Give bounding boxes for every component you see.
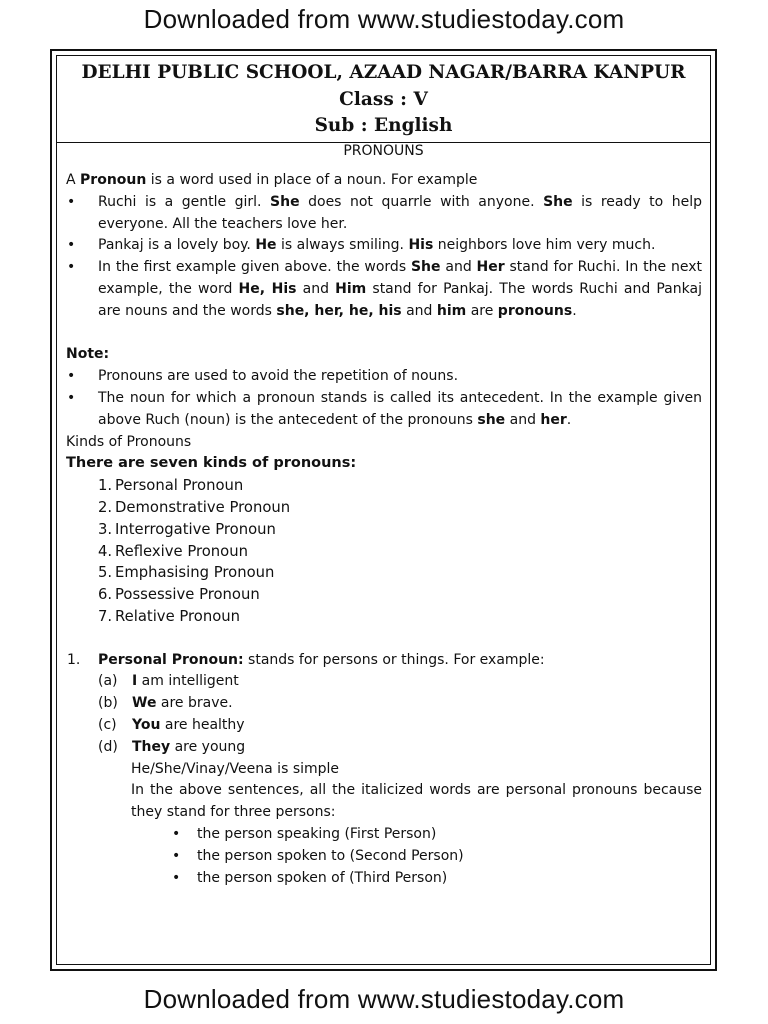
list-item: • In the first example given above. the words She and Her stand for Ruchi. In the next example, the word He, His and Him stand for Pankaj. The words Ruchi and Pankaj are nouns and the words she, her, he, his and him are pronouns.: [66, 257, 702, 322]
list-item: • The noun for which a pronoun stands is called its antecedent. In the example given above Ruch (noun) is the antecedent of the pronouns she and her.: [66, 388, 702, 432]
explanation-paragraph: In the above sentences, all the italicized words are personal pronouns because they stand for three persons:: [131, 782, 702, 821]
list-item: • the person speaking (First Person): [66, 824, 702, 846]
list-item: 1. Personal Pronoun: [98, 477, 244, 495]
document-body: [66, 170, 702, 889]
class-label: Class : V: [339, 88, 428, 110]
download-banner-bottom: Downloaded from www.studiestoday.com: [143, 984, 625, 1014]
page-title: PRONOUNS: [343, 143, 424, 159]
list-item: • Pankaj is a lovely boy. He is always smiling. His neighbors love him very much.: [66, 235, 702, 257]
note-bullets: [66, 366, 702, 431]
example-line: (b) We are brave.: [98, 695, 233, 712]
kinds-list: [66, 475, 702, 628]
intro-paragraph: A Pronoun is a word used in place of a noun. For example: [66, 172, 478, 188]
list-item: • Ruchi is a gentle girl. She does not quarrle with anyone. She is ready to help everyone. All the teachers love her.: [66, 192, 702, 236]
document-header: [57, 60, 710, 140]
kinds-intro: There are seven kinds of pronouns:: [66, 455, 357, 472]
personal-pronoun-definition: 1. Personal Pronoun: stands for persons or things. For example:: [67, 651, 545, 668]
note-label: Note:: [66, 346, 110, 363]
school-name: DELHI PUBLIC SCHOOL, AZAAD NAGAR/BARRA KANPUR: [81, 62, 686, 83]
example-line: (c) You are healthy: [98, 716, 245, 733]
example-line: (a) I am intelligent: [98, 673, 239, 690]
kinds-heading: Kinds of Pronouns: [66, 433, 192, 450]
subject-label: Sub : English: [314, 115, 453, 136]
example-bullets: [66, 192, 702, 323]
example-line: He/She/Vinay/Veena is simple: [131, 760, 340, 777]
persons-list: [66, 824, 702, 889]
download-banner-top: Downloaded from www.studiestoday.com: [143, 4, 625, 34]
list-item: 4. Reflexive Pronoun: [98, 542, 248, 560]
list-item: 6. Possessive Pronoun: [98, 586, 260, 604]
example-line: (d) They are young: [98, 738, 246, 755]
list-item: 2. Demonstrative Pronoun: [98, 498, 291, 516]
list-item: • the person spoken to (Second Person): [66, 846, 702, 868]
list-item: 7. Relative Pronoun: [98, 607, 241, 625]
list-item: 3. Interrogative Pronoun: [98, 520, 276, 538]
list-item: • Pronouns are used to avoid the repetition of nouns.: [66, 366, 702, 388]
list-item: • the person spoken of (Third Person): [66, 868, 702, 890]
list-item: 5. Emphasising Pronoun: [98, 564, 275, 582]
